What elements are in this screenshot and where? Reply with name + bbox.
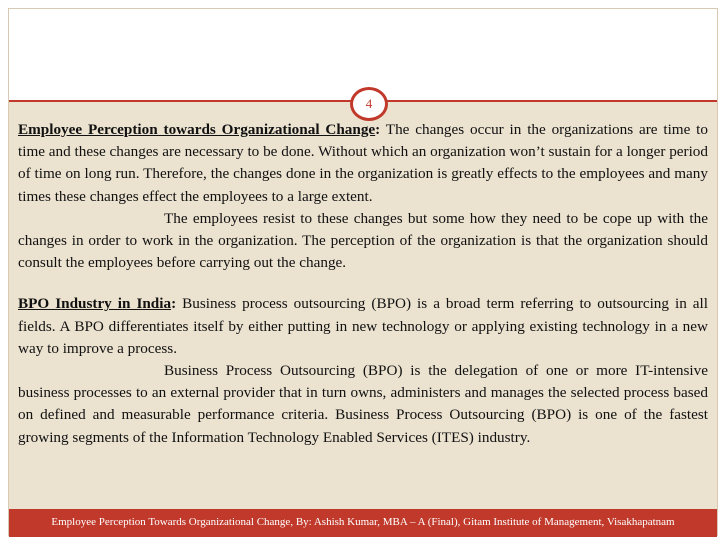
section2-heading: BPO Industry in India <box>18 295 172 313</box>
section2-colon: : <box>171 295 177 313</box>
section1-colon: : <box>375 121 381 138</box>
section2-paragraph <box>18 293 708 360</box>
slide-number-badge: 4 <box>350 87 388 121</box>
section1-para2: The employees resist to these changes but some how they need to be cope up with the changes in order to work in the organization. The perception of the organization is that the organization should consult the employees before carrying out the change. <box>18 209 708 272</box>
section2-body: Business process outsourcing (BPO) is a broad term referring to outsourcing in all fields. A BPO differentiates itself by either putting in new technology or applying existing technology in a new way to improve a process. <box>18 295 708 357</box>
section1-paragraph <box>18 119 708 208</box>
slide-content <box>9 102 717 509</box>
section1-body: The changes occur in the organizations are time to time and these changes are necessary to be done. Without which an organization won’t sustain for a longer period of time on long run. Therefore, the changes done in the organization is greatly effects to the employees and many times these changes effect the employees to a large extent. <box>18 121 708 205</box>
footer-text: Employee Perception Towards Organizational Change, By: Ashish Kumar, MBA – A (Final), Gitam Institute of Management, Visakhapatnam <box>51 516 675 528</box>
slide-body-text <box>18 119 708 449</box>
section2-paragraph-2 <box>18 360 708 449</box>
section1-paragraph-2 <box>18 208 708 275</box>
section1-heading: Employee Perception towards Organizational Change <box>18 121 376 138</box>
section2-para2: Business Process Outsourcing (BPO) is the delegation of one or more IT-intensive business processes to an external provider that in turn owns, administers and manages the selected process based on defined and measurable performance criteria. Business Process Outsourcing (BPO) is one of the fastest growing segments of the Information Technology Enabled Services (ITES) industry. <box>18 362 708 446</box>
footer-bar <box>9 509 717 537</box>
